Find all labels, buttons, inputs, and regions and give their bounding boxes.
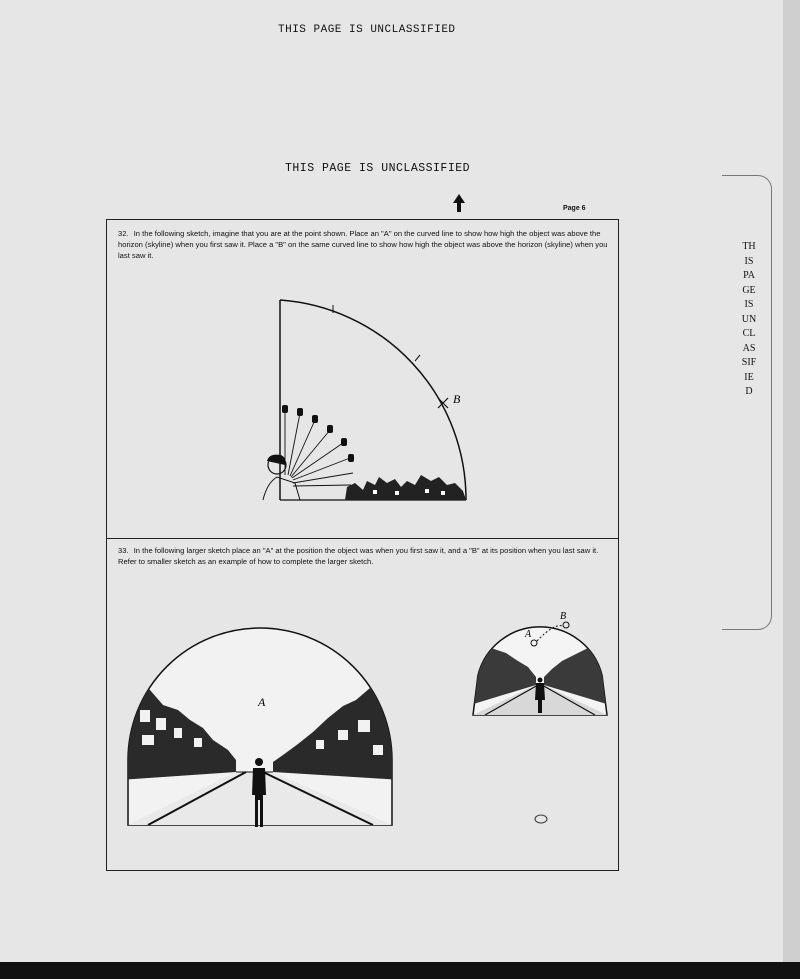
classification-header-top: THIS PAGE IS UNCLASSIFIED	[278, 24, 456, 36]
section-divider	[106, 538, 619, 539]
quarter-circle-sketch	[255, 295, 485, 515]
scan-edge-bottom	[0, 962, 800, 979]
mark-label-b: B	[453, 392, 461, 406]
arrow-mark-icon	[452, 194, 466, 212]
question-33	[118, 545, 610, 567]
mark-label-a: A	[258, 695, 266, 709]
question-text: In the following sketch, imagine that you are at the point shown. Place an "A" on the curved line to show how high the object was above the horizon (skyline) when you first saw it. Place a "B" on the same curved line to show how high the object was above the horizon (skyline) when you last saw it.	[118, 229, 608, 260]
question-number: 33.	[118, 546, 129, 555]
scan-mark	[533, 813, 549, 825]
page-number: Page 6	[563, 205, 586, 212]
scan-edge-right	[783, 0, 800, 979]
question-32	[118, 228, 610, 261]
classification-header: THIS PAGE IS UNCLASSIFIED	[285, 162, 471, 175]
example-mark-b: B	[560, 611, 567, 622]
question-text: In the following larger sketch place an "A" at the position the object was when you first saw it, and a "B" at its position when you last saw it. Refer to smaller sketch as an example of how to complete the larger sketch.	[118, 546, 599, 566]
example-mark-a: A	[525, 629, 532, 640]
side-classification-stamp: THIS PAGE IS UNCLASSIFIED	[741, 241, 757, 397]
example-sketch	[470, 605, 610, 720]
large-sketch	[118, 610, 403, 830]
question-number: 32.	[118, 229, 129, 238]
